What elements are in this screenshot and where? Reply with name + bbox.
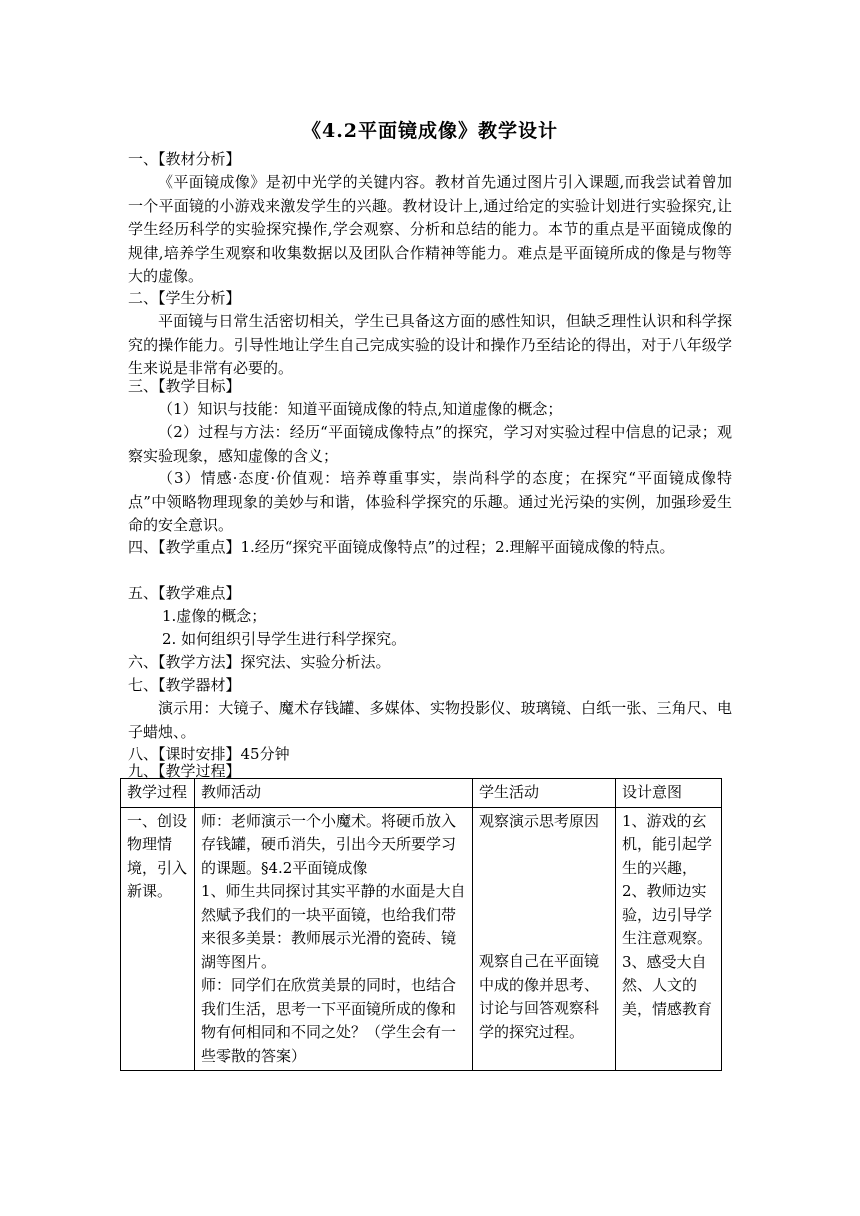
goal-attitude: （3）情感·态度·价值观：培养尊重事实，崇尚科学的态度；在探究“平面镜成像特点”中领略物理现象的美妙与和谐，体验科学探究的乐趣。通过光污染的实例，加强珍爱生命的安全意识。 <box>128 469 732 534</box>
row-teacher-activity <box>195 807 473 1071</box>
document-title: 《4.2平面镜成像》教学设计 <box>301 120 559 142</box>
intent-p2: 2、教师边实验，边引导学生注意观察。 <box>622 882 713 947</box>
row-design-intent <box>616 807 722 1071</box>
section-equipment-heading: 七、【教学器材】 <box>128 676 241 694</box>
intent-p3: 3、感受大自然、人文的美，情感教育 <box>622 952 713 1018</box>
section-methods: 六、【教学方法】探究法、实验分析法。 <box>128 653 391 671</box>
header-student-activity: 学生活动 <box>473 779 616 808</box>
section-goals-heading: 三、【教学目标】 <box>128 377 241 395</box>
header-stage: 教学过程 <box>121 779 195 808</box>
student-activity-p1: 观察演示思考原因 <box>479 811 600 830</box>
goal-knowledge: （1）知识与技能：知道平面镜成像的特点,知道虚像的概念； <box>158 400 563 418</box>
section-process-heading: 九、【教学过程】 <box>128 762 241 780</box>
section-textbook-body: 《平面镜成像》是初中光学的关键内容。教材首先通过图片引入课题,而我尝试着曾加一个平面镜的小游戏来激发学生的兴趣。教材设计上,通过给定的实验计划进行实验探究,让学生经历科学的实验探究操作,学会观察、分析和总结的能力。本节的重点是平面镜成像的规律,培养学生观察和收集数据以及团队合作精神等能力。难点是平面镜所成的像是与物等大的虚像。 <box>128 173 732 285</box>
section-schedule: 八、【课时安排】45分钟 <box>128 745 290 763</box>
student-activity-p2: 观察自己在平面镜中成的像并思考、讨论与回答观察科学的探究过程。 <box>479 952 600 1041</box>
row-student-activity <box>473 807 616 1071</box>
student-activity-spacer <box>479 833 609 950</box>
teaching-process-table <box>120 778 722 1071</box>
section-textbook-heading: 一、【教材分析】 <box>128 150 241 168</box>
table-header-row <box>121 779 722 808</box>
section-difficulty-heading: 五、【教学难点】 <box>128 584 241 602</box>
goal-process: （2）过程与方法：经历“平面镜成像特点”的探究，学习对实验过程中信息的记录；观察实验现象，感知虚像的含义； <box>128 423 732 465</box>
section-equipment-body: 演示用：大镜子、魔术存钱罐、多媒体、实物投影仪、玻璃镜、白纸一张、三角尺、电子蜡烛、。 <box>128 699 732 741</box>
teacher-activity-p2: 1、师生共同探讨其实平静的水面是大自然赋予我们的一块平面镜，也给我们带来很多美景：教师展示光滑的瓷砖、镜湖等图片。 <box>201 882 466 971</box>
intent-p1: 1、游戏的玄机，能引起学生的兴趣， <box>622 811 713 877</box>
header-design-intent: 设计意图 <box>616 779 722 808</box>
section-students-body: 平面镜与日常生活密切相关，学生已具备这方面的感性知识，但缺乏理性认识和科学探究的操作能力。引导性地让学生自己完成实验的设计和操作乃至结论的得出，对于八年级学生来说是非常有必要的。 <box>128 312 732 377</box>
header-teacher-activity: 教师活动 <box>195 779 473 808</box>
teacher-activity-p3: 师：同学们在欣赏美景的同时，也结合我们生活，思考一下平面镜所成的像和物有何相同和不同之处？（学生会有一些零散的答案） <box>201 976 457 1065</box>
difficulty-item-2: 2. 如何组织引导学生进行科学探究。 <box>162 630 407 648</box>
difficulty-item-1: 1.虚像的概念； <box>162 607 267 625</box>
section-key-points: 四、【教学重点】1.经历“探究平面镜成像特点”的过程；2.理解平面镜成像的特点。 <box>128 538 675 556</box>
row-stage: 一、创设物理情境，引入新课。 <box>121 807 195 1071</box>
table-row <box>121 807 722 1071</box>
section-students-heading: 二、【学生分析】 <box>128 289 241 307</box>
teacher-activity-p1: 师：老师演示一个小魔术。将硬币放入存钱罐，硬币消失，引出今天所要学习的课题。§4.2平面镜成像 <box>201 811 457 877</box>
